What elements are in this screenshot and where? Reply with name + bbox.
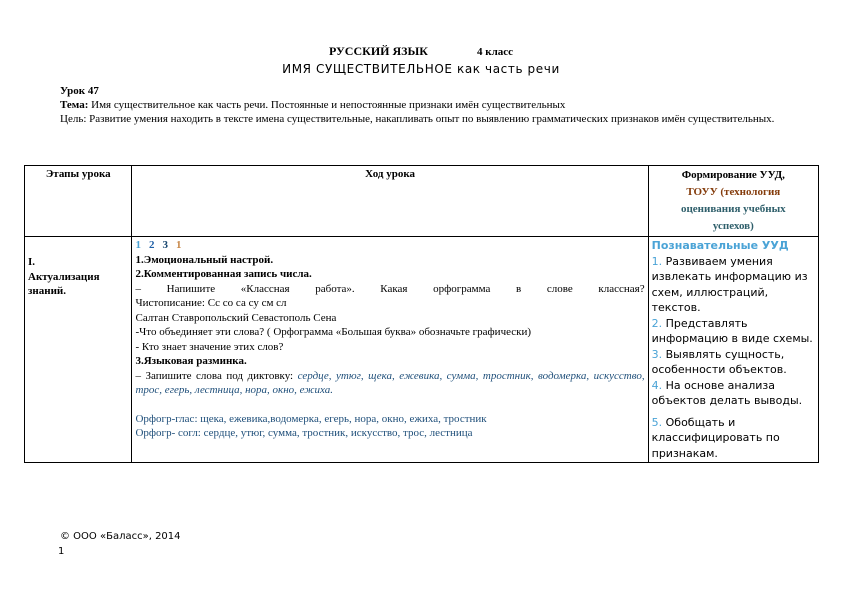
uud-point-3: [652, 347, 815, 378]
course-item-3: 3.Языковая разминка.: [135, 355, 247, 367]
topic-title: ИМЯ СУЩЕСТВИТЕЛЬНОЕ как часть речи: [282, 62, 560, 76]
uud-point-5: [652, 415, 815, 462]
table-row: [25, 237, 819, 463]
uud-point-4-text: На основе анализа объектов делать выводы.: [651, 378, 803, 407]
course-cities: Салтан Ставропольский Севастополь Сена: [135, 311, 337, 324]
stage-number: I.: [28, 256, 36, 268]
uud-point-1: [652, 254, 815, 316]
course-ortho-vowels: [135, 412, 644, 427]
header-uud-line4: успехов): [712, 220, 754, 232]
uud-title: Познавательные УУД: [651, 239, 789, 252]
lesson-number: Урок 47: [60, 85, 99, 97]
header-uud: [648, 166, 818, 237]
page-number: 1: [58, 546, 65, 557]
goal-label: Цель:: [60, 113, 87, 125]
uud-point-2: [652, 316, 815, 347]
header-uud-line3: оценивания учебных: [680, 203, 786, 215]
grade-label: 4 класс: [477, 46, 514, 58]
uud-point-3-num: 3.: [651, 347, 663, 361]
header-uud-line2: ТОУУ (технология: [686, 186, 781, 198]
topic-text: Имя существительное как часть речи. Постоянные и непостоянные признаки имён существительных: [88, 99, 566, 111]
ortho-vowels-label: Орфогр-глас:: [135, 412, 201, 425]
uud-point-3-text: Выявлять сущность, особенности объектов.: [651, 347, 787, 376]
assessment-number-4: 1: [175, 239, 182, 251]
course-item-2: 2.Комментированная запись числа.: [135, 268, 312, 280]
subject-title: РУССКИЙ ЯЗЫК: [328, 44, 428, 58]
copyright-footer: © ООО «Баласс», 2014: [60, 531, 181, 542]
assessment-number-2: 2: [148, 239, 155, 251]
stage-cell: [25, 237, 132, 463]
lesson-table: [24, 165, 819, 463]
uud-point-4-num: 4.: [651, 378, 663, 392]
course-ortho-consonants: [135, 426, 644, 441]
course-question-2: - Кто знает значение этих слов?: [135, 340, 284, 353]
uud-point-4: [652, 378, 815, 409]
uud-point-2-num: 2.: [651, 316, 663, 330]
stage-name-line1: Актуализация: [28, 270, 100, 283]
header-course: Ход урока: [132, 166, 648, 237]
uud-point-5-num: 5.: [651, 415, 663, 429]
course-question-1: -Что объединяет эти слова? ( Орфограмма «Большая буква» обозначьте графически): [135, 326, 532, 338]
topic-label: Тема:: [60, 99, 89, 111]
ortho-consonants-words: сердце, утюг, сумма, тростник, искусство, трос, лестница: [203, 427, 473, 439]
ortho-vowels-words: щека, ежевика,водомерка, егерь, нора, окно, ежиха, тростник: [200, 412, 487, 425]
document-title: [0, 44, 842, 59]
uud-point-2-text: Представлять информацию в виде схемы.: [651, 316, 813, 345]
ortho-consonants-label: Орфогр- согл:: [135, 427, 204, 439]
uud-point-1-text: Развиваем умения извлекать информацию из схем, иллюстраций, текстов.: [651, 254, 808, 314]
uud-point-5-text: Обобщать и классифицировать по признакам.: [651, 415, 780, 460]
header-stages: Этапы урока: [25, 166, 132, 237]
course-dictation: [135, 369, 644, 398]
assessment-number-1: 1: [135, 239, 141, 251]
dictation-words: сердце, утюг, щека, ежевика, сумма, тростник, водомерка, искусство, трос, егерь, лестница, нора, окно, ежиха.: [135, 369, 645, 396]
stage-name-line2: знаний.: [28, 285, 67, 297]
course-task-1: – Напишите «Классная работа». Какая орфограмма в слове классная?: [135, 282, 645, 295]
lesson-topic: [60, 98, 786, 112]
uud-cell: [648, 237, 818, 463]
header-uud-line1: Формирование УУД,: [681, 169, 785, 181]
course-cell: [132, 237, 648, 463]
uud-point-1-num: 1.: [651, 254, 663, 268]
assessment-number-3: 3: [162, 239, 168, 251]
course-item-1: 1.Эмоциональный настрой.: [135, 253, 274, 266]
goal-text: Развитие умения находить в тексте имена существительные, накапливать опыт по выявлению грамматических признаков имён существительных.: [86, 113, 775, 125]
assessment-numbers: [135, 238, 644, 253]
table-header-row: [25, 166, 819, 237]
lesson-goal: [60, 112, 786, 126]
course-penmanship: Чистописание: Сс со са су см сл: [135, 297, 287, 309]
dictation-intro: – Запишите слова под диктовку:: [135, 369, 298, 382]
